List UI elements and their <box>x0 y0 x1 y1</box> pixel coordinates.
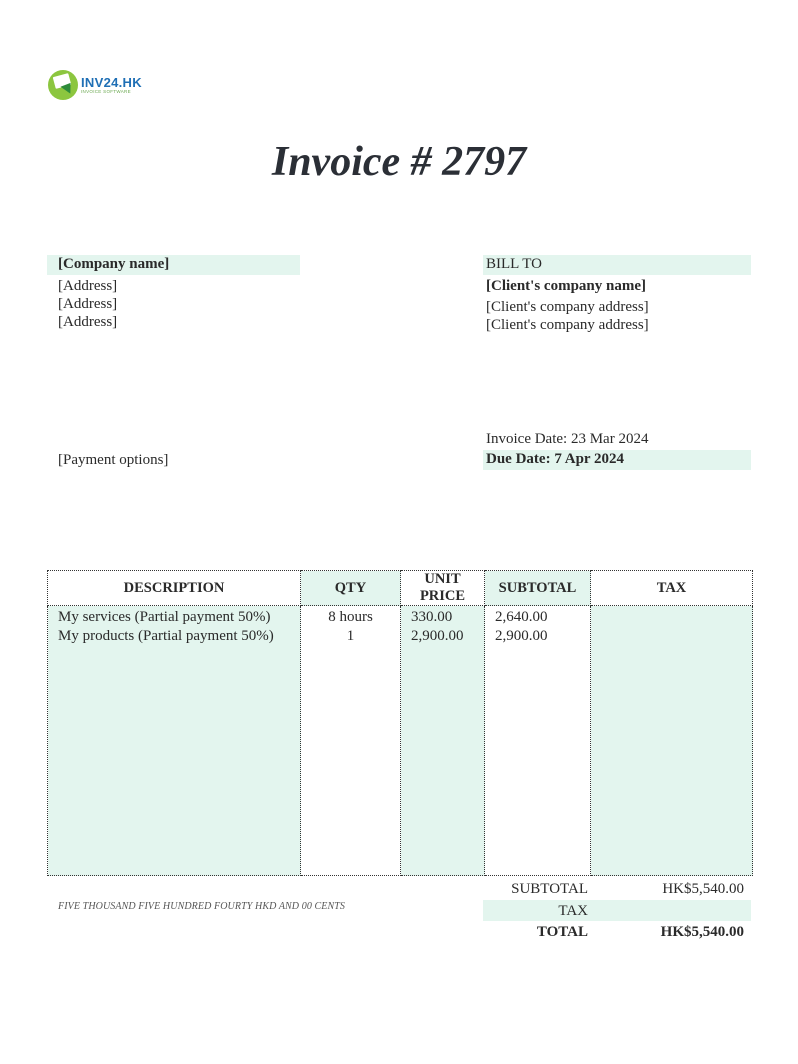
logo-invoice-icon <box>48 70 78 100</box>
item-qty: 1 <box>346 627 355 644</box>
header-unit-price: UNIT PRICE <box>401 571 485 606</box>
invoice-date: Invoice Date: 23 Mar 2024 <box>486 431 649 447</box>
logo-tagline: INVOICE SOFTWARE <box>81 88 131 94</box>
item-qty: 8 hours <box>328 609 373 625</box>
unit-price-column <box>401 606 485 876</box>
company-name: [Company name] <box>47 255 300 275</box>
qty-column <box>301 606 401 876</box>
item-unit-price: 2,900.00 <box>411 627 464 644</box>
header-subtotal: SUBTOTAL <box>485 571 591 606</box>
subtotal-label: SUBTOTAL <box>511 881 588 897</box>
due-date: Due Date: 7 Apr 2024 <box>483 450 751 470</box>
item-subtotal: 2,900.00 <box>495 627 548 644</box>
item-unit-price: 330.00 <box>411 609 453 625</box>
tax-label: TAX <box>558 903 588 919</box>
header-qty: QTY <box>301 571 401 606</box>
bill-to-heading: BILL TO <box>483 255 751 275</box>
header-description: DESCRIPTION <box>48 571 301 606</box>
seller-address-line: [Address] <box>58 278 118 294</box>
description-column <box>48 606 301 876</box>
item-description: My products (Partial payment 50%) <box>58 627 274 644</box>
subtotal-value: HK$5,540.00 <box>662 881 744 897</box>
payment-options: [Payment options] <box>58 452 169 468</box>
logo <box>48 70 148 100</box>
invoice-title: Invoice # 2797 <box>271 139 527 185</box>
table-header-row <box>48 571 753 606</box>
seller-address-line: [Address] <box>58 296 118 312</box>
item-description: My services (Partial payment 50%) <box>58 609 271 625</box>
logo-name: INV24.HK <box>81 74 142 90</box>
tax-column <box>591 606 753 876</box>
amount-in-words: FIVE THOUSAND FIVE HUNDRED FOURTY HKD AND 00 CENTS <box>58 901 346 912</box>
line-items-table <box>47 570 753 876</box>
table-body <box>48 606 753 876</box>
header-tax: TAX <box>591 571 753 606</box>
client-company-name: [Client's company name] <box>486 278 646 294</box>
client-address-line: [Client's company address] <box>486 299 649 315</box>
client-address-line: [Client's company address] <box>486 317 649 333</box>
total-label: TOTAL <box>536 924 588 940</box>
seller-address-line: [Address] <box>58 314 118 330</box>
total-value: HK$5,540.00 <box>660 924 744 940</box>
item-subtotal: 2,640.00 <box>495 609 548 625</box>
subtotal-column <box>485 606 591 876</box>
